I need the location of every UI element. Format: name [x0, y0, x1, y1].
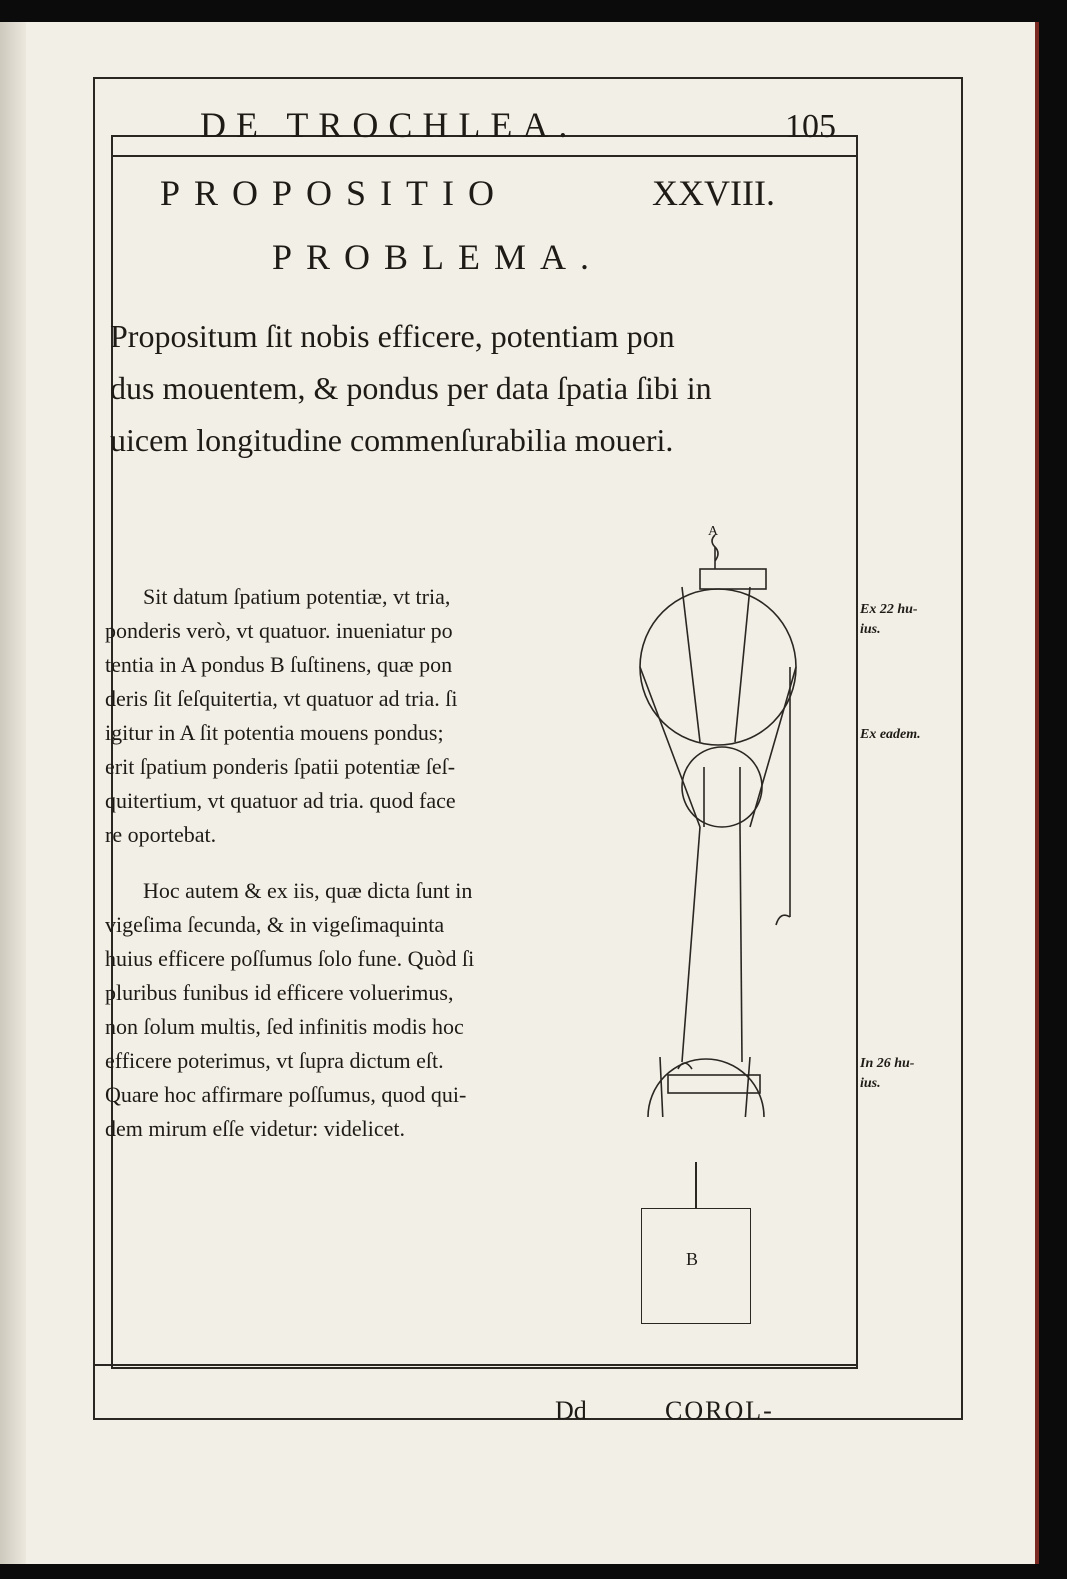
text-line: quitertium, vt quatuor ad tria. quod face — [105, 788, 456, 813]
header-rule — [111, 155, 856, 157]
text-line: igitur in A ſit potentia mouens pondus; — [105, 720, 444, 745]
text-line: re oportebat. — [105, 822, 217, 847]
rope-to-weight — [695, 1162, 697, 1208]
text-line: vigeſima ſecunda, & in vigeſimaquinta — [105, 912, 445, 937]
text-line: tentia in A pondus B ſuſtinens, quæ pon — [105, 652, 453, 677]
enunciation-line: dus mouentem, & pondus per data ſpatia ſibi in — [110, 370, 712, 406]
margin-note-ex-22: Ex 22 hu- ius. — [860, 602, 918, 637]
text-line: Sit datum ſpatium potentiæ, vt tria, — [143, 584, 451, 609]
text-line: ponderis verò, vt quatuor. inueniatur po — [105, 618, 453, 643]
text-line: non ſolum multis, ſed infinitis modis hoc — [105, 1014, 464, 1039]
book-page — [0, 22, 1039, 1564]
footer-rule — [93, 1364, 856, 1366]
text-line: deris ſit ſeſquitertia, vt quatuor ad tria. ſi — [105, 686, 458, 711]
paragraph-one — [105, 580, 595, 852]
catchword: COROL- — [665, 1396, 774, 1425]
pulley-diagram — [600, 517, 820, 1117]
lower-block — [668, 1075, 760, 1093]
rope-hook — [776, 915, 790, 925]
weight-b — [641, 1208, 751, 1324]
label-a: A — [708, 524, 719, 539]
label-b: B — [686, 1249, 699, 1269]
middle-pulley — [682, 747, 762, 827]
margin-note-ex-eadem: Ex eadem. — [860, 727, 921, 742]
signature-mark: Dd — [555, 1396, 587, 1425]
upper-pulley — [640, 589, 796, 745]
proposition-number: XXVIII. — [652, 173, 775, 213]
enunciation-line: Propositum ſit nobis efficere, potentiam pon — [110, 318, 675, 354]
running-head: DE TROCHLEA. — [200, 105, 578, 145]
page-gutter — [0, 22, 26, 1564]
margin-note-in-26: In 26 hu- ius. — [860, 1056, 915, 1091]
text-line: Hoc autem & ex iis, quæ dicta ſunt in — [143, 878, 473, 903]
text-line: dem mirum eſſe videtur: videlicet. — [105, 1116, 405, 1141]
text-line: efficere poterimus, vt ſupra dictum eſt. — [105, 1048, 444, 1073]
problem-heading: PROBLEMA. — [272, 237, 604, 277]
page-number: 105 — [785, 108, 836, 145]
upper-block — [700, 569, 766, 589]
text-line: Quare hoc affirmare poſſumus, quod qui- — [105, 1082, 467, 1107]
text-line: huius efficere poſſumus ſolo fune. Quòd ſi — [105, 946, 475, 971]
text-line: pluribus funibus id efficere voluerimus, — [105, 980, 454, 1005]
text-line: erit ſpatium ponderis ſpatii potentiæ ſeſ- — [105, 754, 456, 779]
lower-hook — [678, 1063, 692, 1069]
paragraph-two — [105, 874, 595, 1146]
enunciation-line: uicem longitudine commenſurabilia moueri. — [110, 422, 674, 458]
proposition-title: PROPOSITIO — [160, 173, 509, 213]
enunciation — [110, 310, 850, 466]
